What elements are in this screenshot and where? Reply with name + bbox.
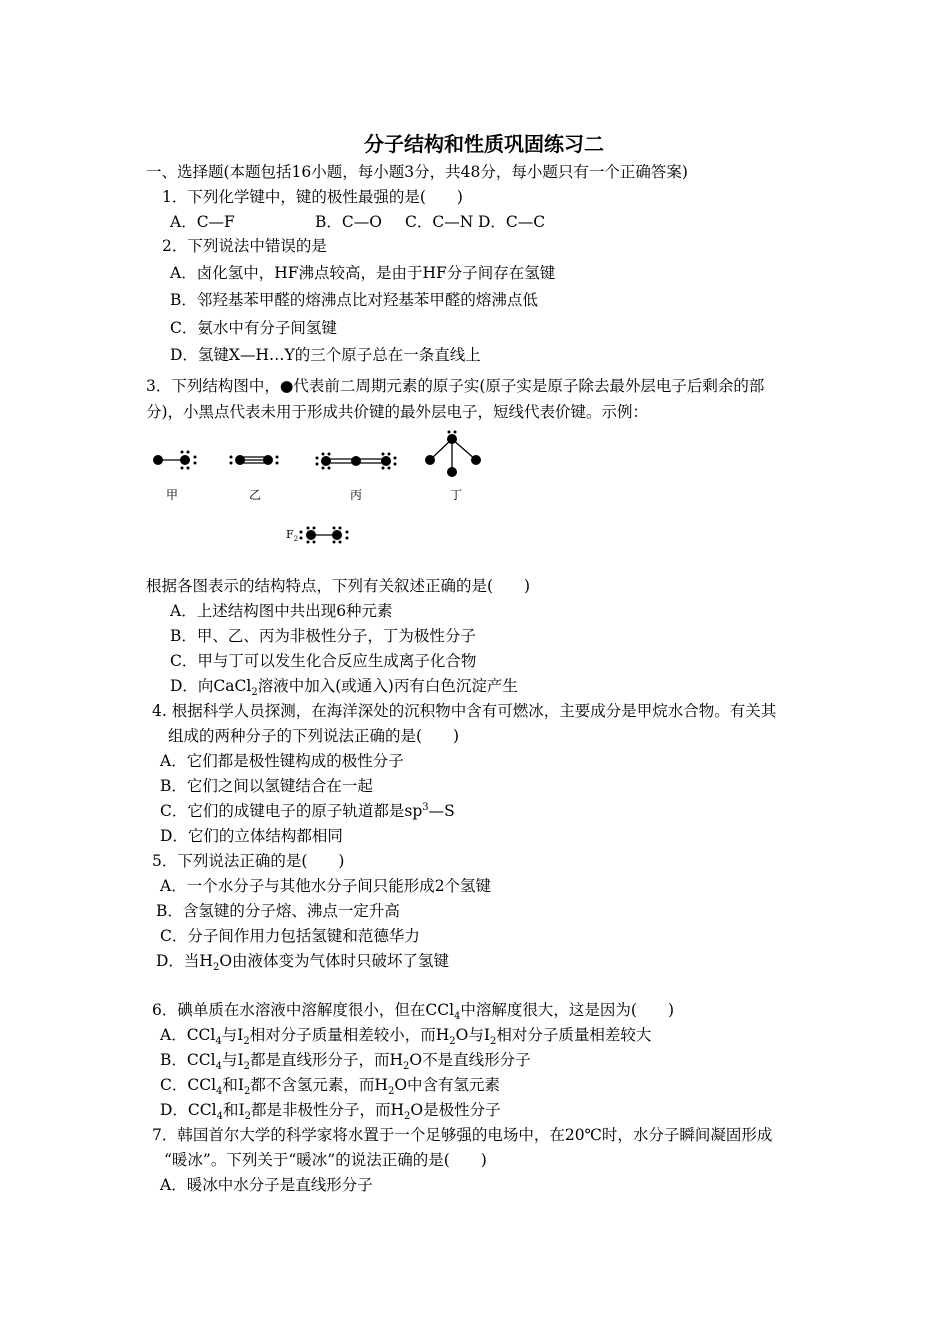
q2-option-c: C．氨水中有分子间氢键 <box>170 319 337 337</box>
q1-option-b: B．C—O <box>315 213 382 231</box>
q5-option-b: B．含氢键的分子熔、沸点一定升高 <box>156 902 400 920</box>
q3-option-d: D．向CaCl$_2$溶液中加入(或通入)丙有白色沉淀产生 <box>170 677 518 699</box>
q3-stem-line2: 分)，小黑点代表未用于形成共价键的最外层电子，短线代表价键。示例： <box>146 403 649 421</box>
q4-stem-line1: 4. 根据科学人员探测，在海洋深处的沉积物中含有可燃冰，主要成分是甲烷水合物。有关其 <box>152 702 777 720</box>
q3-option-a: A．上述结构图中共出现6种元素 <box>170 602 393 620</box>
q1-option-c: C．C—N <box>405 213 474 231</box>
q2-option-d: D．氢键X—H…Y的三个原子总在一条直线上 <box>170 346 481 364</box>
structure-f2 <box>300 527 349 544</box>
label-bing: 丙 <box>350 488 363 502</box>
q7-option-a: A．暖冰中水分子是直线形分子 <box>160 1176 373 1194</box>
q3-prompt: 根据各图表示的结构特点，下列有关叙述正确的是( ) <box>146 577 531 595</box>
q3-option-b: B．甲、乙、丙为非极性分子，丁为极性分子 <box>170 627 476 645</box>
label-ding: 丁 <box>450 488 463 502</box>
q6-option-a: A．CCl$_4$与$I_2$相对分子质量相差较小，而$H_2O$与$I_2$相对分子质量相差较大 <box>160 1026 652 1048</box>
q2-option-a: A．卤化氢中，HF沸点较高，是由于HF分子间存在氢键 <box>170 264 556 282</box>
label-f2: $F_2$ <box>286 528 299 544</box>
page-title: 分子结构和性质巩固练习二 <box>364 132 604 156</box>
q2-stem: 2．下列说法中错误的是 <box>162 237 327 255</box>
q1-option-a: A．C—F <box>170 213 235 231</box>
label-yi: 乙 <box>249 488 262 502</box>
q1-option-d: D．C—C <box>478 213 546 231</box>
q7-stem-line1: 7．韩国首尔大学的科学家将水置于一个足够强的电场中，在20℃时，水分子瞬间凝固形成 <box>152 1126 773 1144</box>
q2-option-b: B．邻羟基苯甲醛的熔沸点比对羟基苯甲醛的熔沸点低 <box>170 291 538 309</box>
q6-stem: 6．碘单质在水溶液中溶解度很小，但在CCl$_4$中溶解度很大，这是因为( ) <box>152 1001 675 1023</box>
q5-stem: 5．下列说法正确的是( ) <box>152 852 345 870</box>
q4-option-d: D．它们的立体结构都相同 <box>160 827 343 845</box>
q4-option-c: C．它们的成键电子的原子轨道都是$sp^3—S$ <box>160 801 455 820</box>
q5-option-a: A．一个水分子与其他水分子间只能形成2个氢键 <box>160 877 492 895</box>
structure-ding <box>425 431 481 478</box>
q4-stem-line2: 组成的两种分子的下列说法正确的是( ) <box>168 727 460 745</box>
q3-structure-diagrams <box>140 425 540 555</box>
q4-option-b: B．它们之间以氢键结合在一起 <box>160 777 373 795</box>
structure-jia <box>153 451 197 470</box>
structure-yi <box>230 455 279 465</box>
q6-option-b: B．CCl$_4$与$I_2$都是直线形分子，而$H_2O$不是直线形分子 <box>160 1051 531 1073</box>
label-jia: 甲 <box>166 488 179 502</box>
structure-bing <box>316 453 397 470</box>
section-header: 一、选择题(本题包括16小题，每小题3分，共48分，每小题只有一个正确答案) <box>146 163 688 181</box>
q7-stem-line2: “暖冰”。下列关于“暖冰”的说法正确的是( ) <box>164 1151 487 1169</box>
q3-stem-line1: 3．下列结构图中，●代表前二周期元素的原子实(原子实是原子除去最外层电子后剩余的部 <box>146 377 765 395</box>
q4-option-a: A．它们都是极性键构成的极性分子 <box>160 752 404 770</box>
q5-option-c: C．分子间作用力包括氢键和范德华力 <box>160 927 420 945</box>
q6-option-c: C．CCl$_4$和$I_2$都不含氢元素，而$H_2O$中含有氢元素 <box>160 1076 501 1098</box>
q5-option-d: D．当$H_2O$由液体变为气体时只破坏了氢键 <box>156 952 450 974</box>
q3-option-c: C．甲与丁可以发生化合反应生成离子化合物 <box>170 652 477 670</box>
q1-stem: 1．下列化学键中，键的极性最强的是( ) <box>162 188 463 206</box>
q6-option-d: D．CCl$_4$和$I_2$都是非极性分子，而$H_2O$是极性分子 <box>160 1101 501 1123</box>
